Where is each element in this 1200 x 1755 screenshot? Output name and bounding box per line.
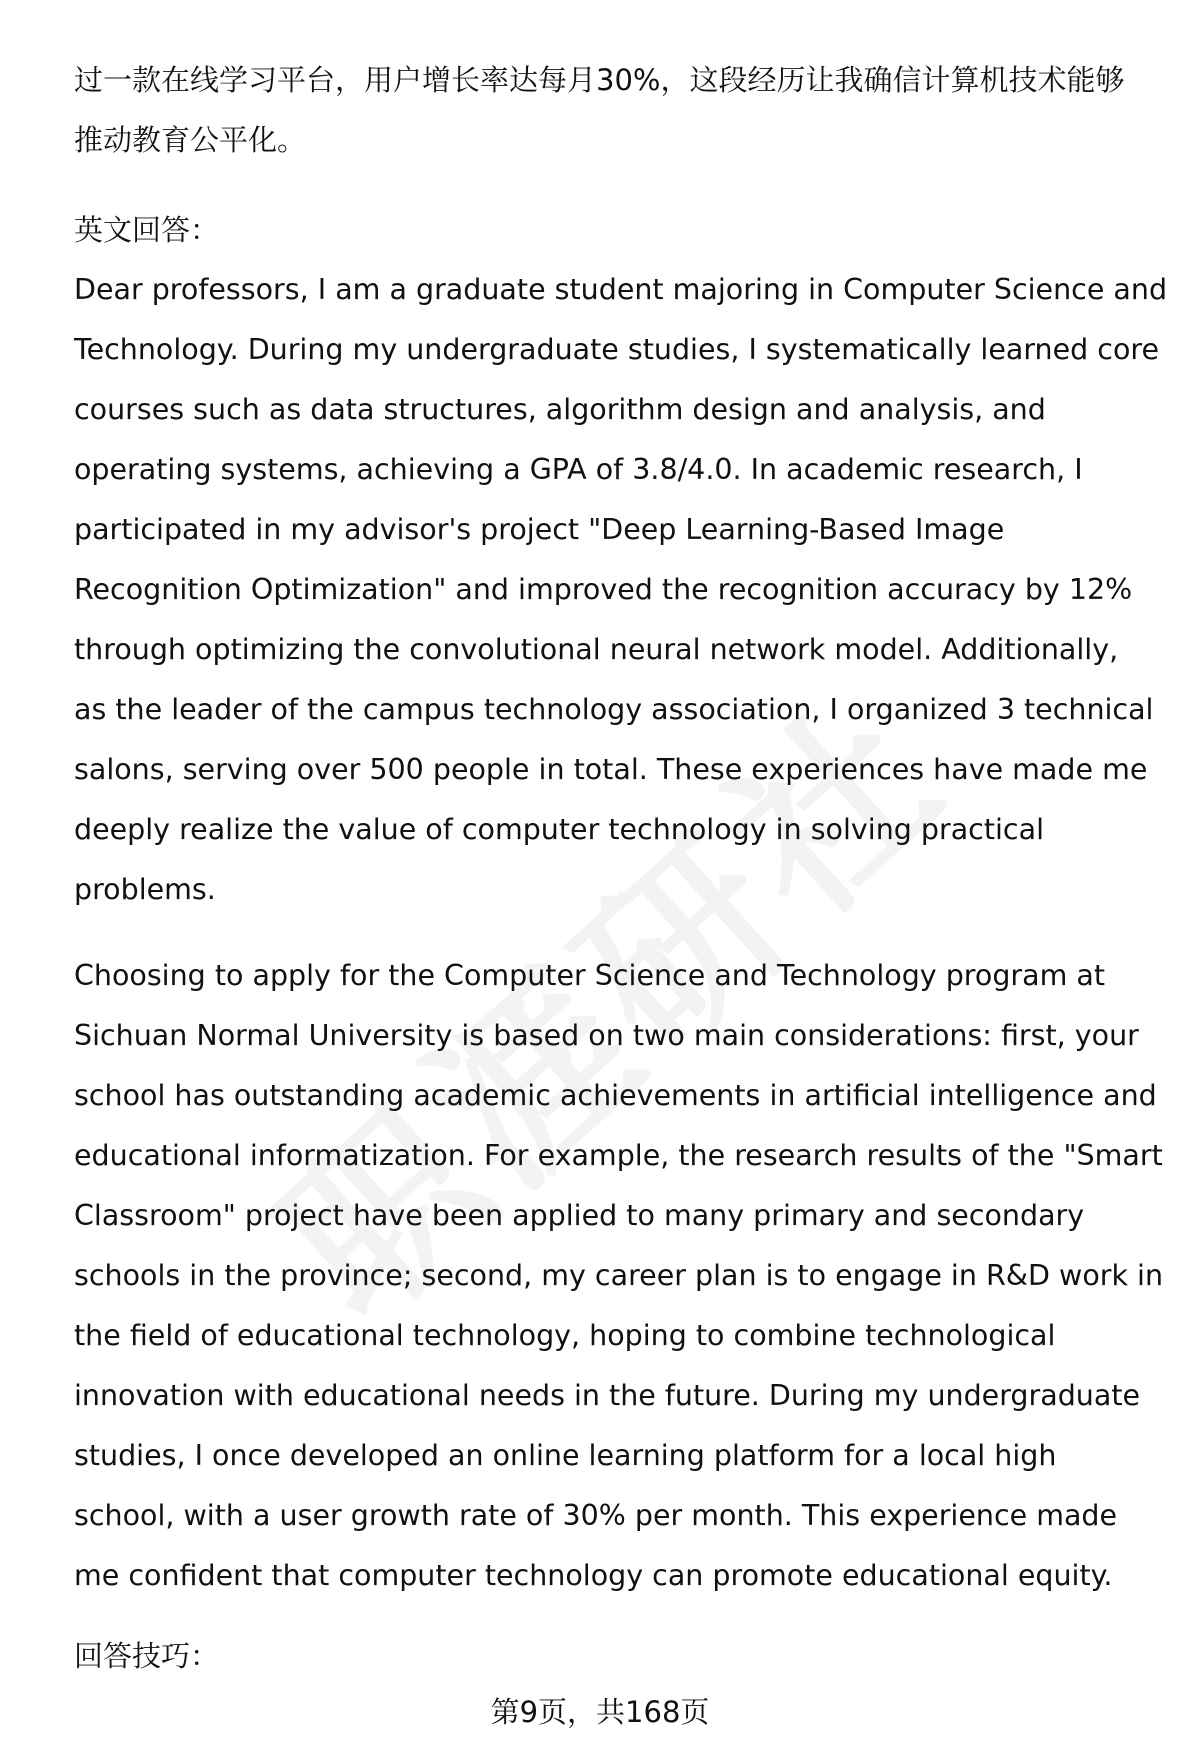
text-line: Choosing to apply for the Computer Science and Technology program at (74, 959, 1106, 992)
text-line: Recognition Optimization" and improved the recognition accuracy by 12% (74, 573, 1133, 606)
text-line: school, with a user growth rate of 30% per month. This experience made (74, 1499, 1118, 1532)
text-line: school has outstanding academic achievements in artificial intelligence and (74, 1079, 1157, 1112)
text-line: salons, serving over 500 people in total. These experiences have made me (74, 753, 1148, 786)
text-line: deeply realize the value of computer technology in solving practical (74, 813, 1044, 846)
text-line: Sichuan Normal University is based on two main considerations: first, your (74, 1019, 1139, 1052)
text-line: courses such as data structures, algorithm design and analysis, and (74, 393, 1046, 426)
text-line: Classroom" project have been applied to many primary and secondary (74, 1199, 1085, 1232)
answer-tips-heading: 回答技巧： (74, 1639, 220, 1673)
text-line: schools in the province; second, my career plan is to engage in R&D work in (74, 1259, 1164, 1292)
text-line: the field of educational technology, hoping to combine technological (74, 1319, 1056, 1352)
text-line: participated in my advisor's project "Deep Learning-Based Image (74, 513, 1005, 546)
page-number-footer: 第9页，共168页 (490, 1695, 710, 1729)
text-line: educational informatization. For example, the research results of the "Smart (74, 1139, 1163, 1172)
text-line: 过一款在线学习平台，用户增长率达每月30%，这段经历让我确信计算机技术能够 (74, 63, 1125, 97)
intro-paragraph (74, 50, 1159, 170)
text-line: Technology. During my undergraduate studies, I systematically learned core (74, 333, 1160, 366)
english-paragraph-2 (74, 946, 1164, 1606)
text-line: 推动教育公平化。 (74, 123, 307, 157)
english-paragraph-1 (74, 260, 1168, 920)
text-line: as the leader of the campus technology association, I organized 3 technical (74, 693, 1154, 726)
text-line: operating systems, achieving a GPA of 3.8/4.0. In academic research, I (74, 453, 1083, 486)
text-line: me confident that computer technology can promote educational equity. (74, 1559, 1113, 1592)
text-line: innovation with educational needs in the future. During my undergraduate (74, 1379, 1141, 1412)
english-answer-heading: 英文回答： (74, 213, 220, 247)
text-line: through optimizing the convolutional neural network model. Additionally, (74, 633, 1119, 666)
text-line: Dear professors, I am a graduate student majoring in Computer Science and (74, 273, 1168, 306)
text-line: problems. (74, 873, 216, 906)
text-line: studies, I once developed an online learning platform for a local high (74, 1439, 1057, 1472)
